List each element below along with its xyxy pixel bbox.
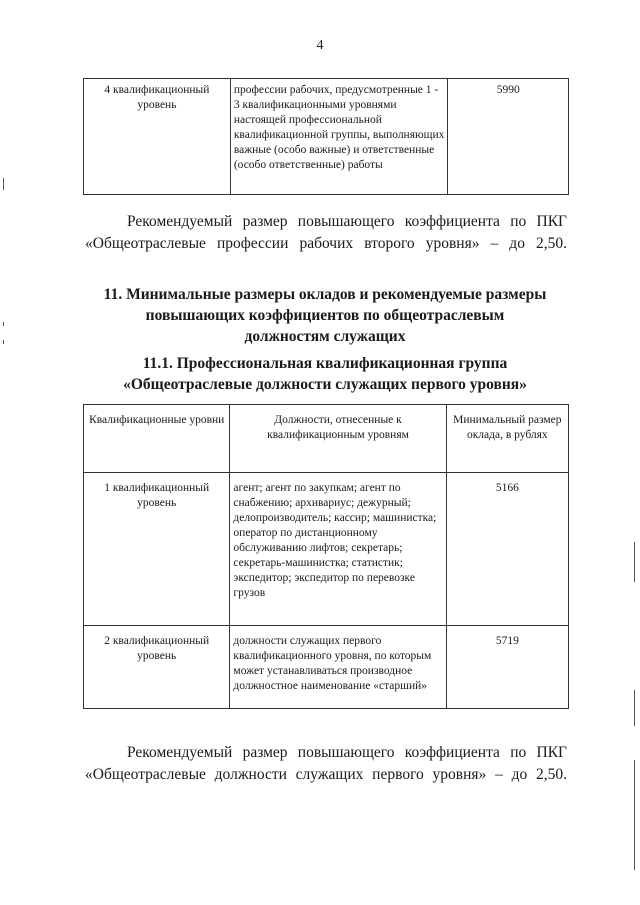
heading-line: «Общеотраслевые должности служащих первого уровня»	[123, 376, 527, 393]
table-office-employees-level1	[83, 404, 569, 709]
header-min-salary: Минимальный размер оклада, в рублях	[446, 405, 568, 473]
header-positions: Должности, отнесенные к квалификационным уровням	[230, 405, 446, 473]
heading-line: повышающих коэффициентов по общеотраслевым	[145, 307, 505, 324]
positions-cell: профессии рабочих, предусмотренные 1 - 3 квалификационными уровнями настоящей профессиональной квалификационной группы, выполняющих важные (особо важные) и ответственные (особо ответственные) работы	[230, 79, 448, 195]
header-qualification-levels: Квалификационные уровни	[84, 405, 230, 473]
qualification-level-cell: 2 квалификационный уровень	[84, 626, 230, 709]
recommended-coefficient-paragraph-1	[85, 211, 567, 255]
paragraph-line: «Общеотраслевые профессии рабочих второго уровня» – до 2,50.	[85, 235, 567, 252]
salary-cell: 5166	[446, 473, 568, 626]
scan-edge-mark	[634, 690, 635, 726]
table-workers-level4	[83, 78, 569, 195]
salary-cell: 5990	[448, 79, 569, 195]
positions-cell: должности служащих первого квалификационного уровня, по которым может устанавливаться производное должностное наименование «старший»	[230, 626, 446, 709]
paragraph-line: Рекомендуемый размер повышающего коэффициента по ПКГ	[127, 744, 567, 761]
qualification-level-cell: 4 квалификационный уровень	[84, 79, 231, 195]
salary-cell: 5719	[446, 626, 568, 709]
scan-edge-mark	[634, 760, 635, 870]
heading-line: 11.1. Профессиональная квалификационная группа	[142, 355, 508, 372]
table-header-row	[84, 405, 569, 473]
scan-edge-mark	[634, 542, 635, 582]
paragraph-line: Рекомендуемый размер повышающего коэффициента по ПКГ	[127, 213, 567, 230]
table-row	[84, 626, 569, 709]
qualification-level-cell: 1 квалификационный уровень	[84, 473, 230, 626]
heading-line: 11. Минимальные размеры окладов и рекомендуемые размеры	[103, 286, 547, 303]
table-row	[84, 79, 569, 195]
scan-edge-mark	[3, 178, 4, 190]
section-11-heading	[60, 284, 590, 347]
subsection-11-1-heading	[60, 353, 590, 395]
page-number: 4	[316, 38, 324, 53]
paragraph-line: «Общеотраслевые должности служащих первого уровня» – до 2,50.	[85, 766, 567, 783]
recommended-coefficient-paragraph-2	[85, 742, 567, 786]
positions-cell: агент; агент по закупкам; агент по снабжению; архивариус; дежурный; делопроизводитель; кассир; машинистка; оператор по дистанционному обслуживанию лифтов; секретарь; секретарь-машинистка; статистик; экспедитор; экспедитор по перевозке грузов	[230, 473, 446, 626]
table-row	[84, 473, 569, 626]
scan-edge-mark	[3, 340, 4, 344]
heading-line: должностям служащих	[244, 328, 406, 345]
scan-edge-mark	[3, 322, 4, 326]
